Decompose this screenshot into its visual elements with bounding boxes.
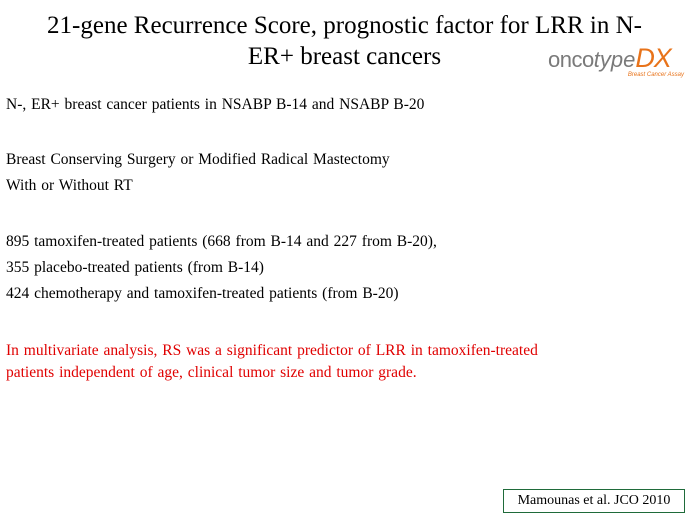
slide-title-line-2: ER+ breast cancers xyxy=(247,43,442,70)
logo-type-text: type xyxy=(593,47,636,72)
body-line-placebo: 355 placebo-treated patients (from B-14) xyxy=(6,259,264,276)
highlight-line-2: patients independent of age, clinical tumor size and tumor grade. xyxy=(6,364,417,381)
highlight-line-1: In multivariate analysis, RS was a significant predictor of LRR in tamoxifen-treated xyxy=(6,342,538,359)
citation-box: Mamounas et al. JCO 2010 xyxy=(503,489,685,513)
body-line-rt: With or Without RT xyxy=(6,177,133,194)
logo-onco-text: onco xyxy=(548,47,594,72)
logo-dx-text: DX xyxy=(635,43,671,73)
body-line-surgery: Breast Conserving Surgery or Modified Radical Mastectomy xyxy=(6,151,390,168)
slide-title-line-1: 21-gene Recurrence Score, prognostic factor for LRR in N- xyxy=(47,12,642,39)
body-line-tamoxifen: 895 tamoxifen-treated patients (668 from B-14 and 227 from B-20), xyxy=(6,233,437,250)
oncotype-dx-logo xyxy=(548,43,688,83)
body-line-chemotherapy: 424 chemotherapy and tamoxifen-treated patients (from B-20) xyxy=(6,285,399,302)
body-line-patients: N-, ER+ breast cancer patients in NSABP B-14 and NSABP B-20 xyxy=(6,96,425,113)
logo-subtitle: Breast Cancer Assay xyxy=(627,72,684,78)
